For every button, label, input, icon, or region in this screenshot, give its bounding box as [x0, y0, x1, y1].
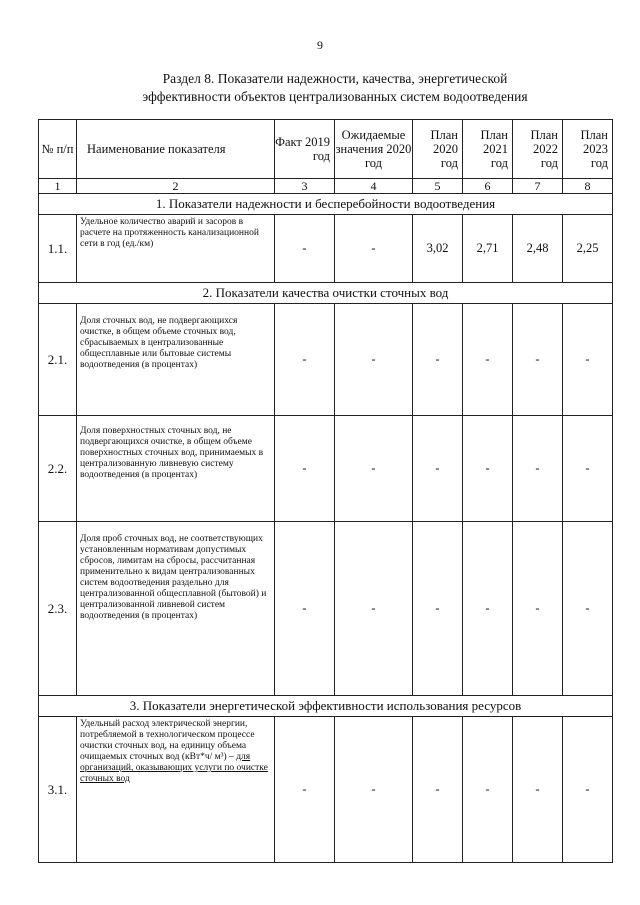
value-plan-2022: 2,48: [513, 215, 563, 283]
value-plan-2021: -: [463, 717, 513, 863]
value-fact-2019: -: [275, 416, 335, 522]
value-plan-2020: -: [413, 522, 463, 696]
col-number: 2: [77, 179, 275, 194]
value-fact-2019: -: [275, 522, 335, 696]
value-fact-2019: -: [275, 215, 335, 283]
header-plan-2022: План 2022 год: [513, 120, 563, 179]
table-row: [39, 717, 613, 863]
column-number-row: [39, 179, 613, 194]
value-expected-2020: -: [335, 215, 413, 283]
value-plan-2023: -: [563, 717, 613, 863]
value-plan-2023: -: [563, 304, 613, 416]
header-plan-2020: План 2020 год: [413, 120, 463, 179]
indicator-name: Доля проб сточных вод, не соответствующих установленным нормативам допустимых сбросов, лимитам на сбросы, рассчитанная применительно к видам централизованных систем водоотведения раздельно для централизованной общесплавной (бытовой) и централизованной ливневой систем водоотведения (в процентах): [77, 522, 275, 696]
value-plan-2020: -: [413, 304, 463, 416]
table-row: [39, 304, 613, 416]
value-plan-2021: -: [463, 522, 513, 696]
indicators-table: [38, 119, 613, 863]
value-plan-2023: -: [563, 416, 613, 522]
header-expected-2020: Ожидаемые значения 2020 год: [335, 120, 413, 179]
value-plan-2020: -: [413, 717, 463, 863]
indicator-name: Удельное количество аварий и засоров в расчете на протяженность канализационной сети в год (ед./км): [77, 215, 275, 283]
value-expected-2020: -: [335, 304, 413, 416]
value-plan-2020: -: [413, 416, 463, 522]
indicator-name: [77, 717, 275, 863]
col-number: 3: [275, 179, 335, 194]
col-number: 5: [413, 179, 463, 194]
row-number: 3.1.: [39, 717, 77, 863]
section-row-3: [39, 696, 613, 717]
value-plan-2021: 2,71: [463, 215, 513, 283]
header-plan-2023: План 2023 год: [563, 120, 613, 179]
header-row: [39, 120, 613, 179]
row-number: 1.1.: [39, 215, 77, 283]
section-title: [60, 70, 610, 106]
header-plan-2021: План 2021 год: [463, 120, 513, 179]
section-heading-2: 2. Показатели качества очистки сточных вод: [39, 283, 613, 304]
table-row: [39, 416, 613, 522]
table-row: [39, 215, 613, 283]
section-title-line-2: эффективности объектов централизованных систем водоотведения: [142, 89, 528, 104]
value-plan-2022: -: [513, 522, 563, 696]
col-number: 8: [563, 179, 613, 194]
row-number: 2.1.: [39, 304, 77, 416]
header-name: Наименование показателя: [77, 120, 275, 179]
indicator-name-underlined: для организаций, оказывающих услуги по очистке сточных вод: [80, 752, 268, 784]
value-plan-2021: -: [463, 304, 513, 416]
value-plan-2023: 2,25: [563, 215, 613, 283]
col-number: 1: [39, 179, 77, 194]
col-number: 4: [335, 179, 413, 194]
section-heading-1: 1. Показатели надежности и бесперебойности водоотведения: [39, 194, 613, 215]
col-number: 7: [513, 179, 563, 194]
indicator-name-main: Удельный расход электрической энергии, потребляемой в технологическом процессе очистки сточных вод, на единицу объема очищаемых сточных вод (кВт*ч/ м³) –: [80, 719, 255, 762]
col-number: 6: [463, 179, 513, 194]
value-expected-2020: -: [335, 717, 413, 863]
value-plan-2022: -: [513, 304, 563, 416]
section-row-2: [39, 283, 613, 304]
value-expected-2020: -: [335, 416, 413, 522]
value-plan-2020: 3,02: [413, 215, 463, 283]
row-number: 2.3.: [39, 522, 77, 696]
indicator-name: Доля сточных вод, не подвергающихся очистке, в общем объеме сточных вод, сбрасываемых в централизованные общесплавные или бытовые системы водоотведения (в процентах): [77, 304, 275, 416]
row-number: 2.2.: [39, 416, 77, 522]
table-row: [39, 522, 613, 696]
value-plan-2022: -: [513, 416, 563, 522]
value-fact-2019: -: [275, 304, 335, 416]
value-fact-2019: -: [275, 717, 335, 863]
section-title-line-1: Раздел 8. Показатели надежности, качества, энергетической: [162, 71, 508, 86]
header-fact-2019: Факт 2019 год: [275, 120, 335, 179]
section-row-1: [39, 194, 613, 215]
section-heading-3: 3. Показатели энергетической эффективности использования ресурсов: [39, 696, 613, 717]
page-number: 9: [317, 38, 323, 52]
value-plan-2022: -: [513, 717, 563, 863]
value-plan-2021: -: [463, 416, 513, 522]
value-plan-2023: -: [563, 522, 613, 696]
value-expected-2020: -: [335, 522, 413, 696]
header-num: № п/п: [39, 120, 77, 179]
indicator-name: Доля поверхностных сточных вод, не подвергающихся очистке, в общем объеме поверхностных сточных вод, принимаемых в централизованную ливневую систему водоотведения (в процентах): [77, 416, 275, 522]
